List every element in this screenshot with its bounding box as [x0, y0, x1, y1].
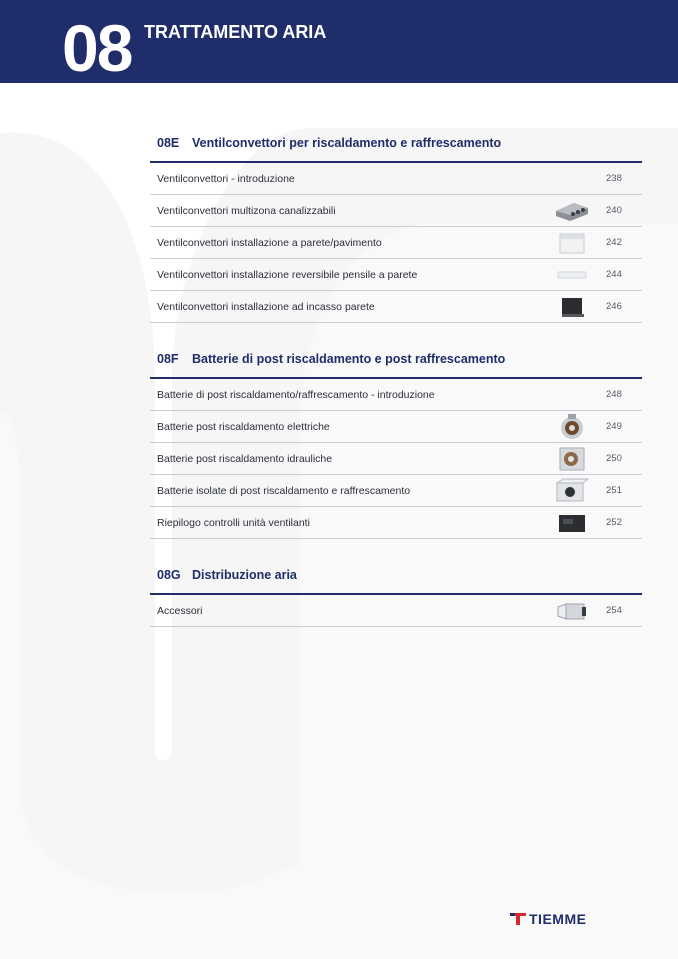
insulated-coil-icon — [554, 478, 590, 504]
toc-label: Batterie post riscaldamento idrauliche — [157, 452, 333, 465]
recessed-unit-icon — [554, 294, 590, 320]
toc-row[interactable] — [150, 411, 642, 443]
section-heading — [150, 344, 642, 379]
controller-icon — [554, 510, 590, 536]
toc-page: 242 — [606, 237, 622, 248]
brand-logo — [509, 910, 586, 928]
toc-page: 240 — [606, 205, 622, 216]
toc-row[interactable] — [150, 259, 642, 291]
electric-coil-icon — [554, 414, 590, 440]
section-title: Distribuzione aria — [192, 568, 297, 582]
toc-row[interactable] — [150, 195, 642, 227]
chapter-title: TRATTAMENTO ARIA — [144, 22, 327, 42]
brand-name: TIEMME — [529, 911, 587, 927]
section-08g — [150, 560, 642, 627]
toc-label: Ventilconvettori installazione a parete/pavimento — [157, 236, 382, 249]
section-heading — [150, 128, 642, 163]
toc-label: Ventilconvettori installazione ad incasso parete — [157, 300, 375, 313]
toc-row[interactable] — [150, 379, 642, 411]
toc-row[interactable] — [150, 475, 642, 507]
toc-label: Accessori — [157, 604, 203, 617]
toc-row[interactable] — [150, 595, 642, 627]
toc-page: 250 — [606, 453, 622, 464]
toc-row[interactable] — [150, 443, 642, 475]
toc-label: Batterie isolate di post riscaldamento e raffrescamento — [157, 484, 411, 497]
section-title: Ventilconvettori per riscaldamento e raffrescamento — [192, 136, 502, 150]
toc-label: Riepilogo controlli unità ventilanti — [157, 516, 310, 529]
section-08e — [150, 128, 642, 323]
toc-label: Ventilconvettori multizona canalizzabili — [157, 204, 336, 217]
toc-row[interactable] — [150, 507, 642, 539]
toc-label: Batterie post riscaldamento elettriche — [157, 420, 330, 433]
duct-accessory-icon — [554, 598, 590, 624]
toc-row[interactable] — [150, 163, 642, 195]
section-title: Batterie di post riscaldamento e post raffrescamento — [192, 352, 506, 366]
floor-unit-icon — [554, 230, 590, 256]
empty-thumb — [554, 166, 590, 192]
toc-page: 254 — [606, 605, 622, 616]
section-code: 08G — [157, 568, 181, 582]
toc-page: 252 — [606, 517, 622, 528]
toc-page: 249 — [606, 421, 622, 432]
toc-page: 246 — [606, 301, 622, 312]
section-code: 08F — [157, 352, 179, 366]
tiemme-mark-icon — [509, 912, 527, 926]
section-08f — [150, 344, 642, 539]
empty-thumb — [554, 382, 590, 408]
toc-row[interactable] — [150, 227, 642, 259]
toc-label: Ventilconvettori installazione reversibile pensile a parete — [157, 268, 418, 281]
toc-row[interactable] — [150, 291, 642, 323]
hydraulic-coil-icon — [554, 446, 590, 472]
ducted-unit-icon — [554, 198, 590, 224]
toc-page: 251 — [606, 485, 622, 496]
toc-label: Batterie di post riscaldamento/raffrescamento - introduzione — [157, 388, 435, 401]
chapter-number: 08 — [62, 11, 132, 85]
toc-page: 238 — [606, 173, 622, 184]
toc-label: Ventilconvettori - introduzione — [157, 172, 295, 185]
wall-unit-icon — [554, 262, 590, 288]
table-of-contents — [150, 128, 642, 627]
toc-page: 248 — [606, 389, 622, 400]
section-code: 08E — [157, 136, 180, 150]
chapter-header — [0, 0, 678, 83]
toc-page: 244 — [606, 269, 622, 280]
section-heading — [150, 560, 642, 595]
